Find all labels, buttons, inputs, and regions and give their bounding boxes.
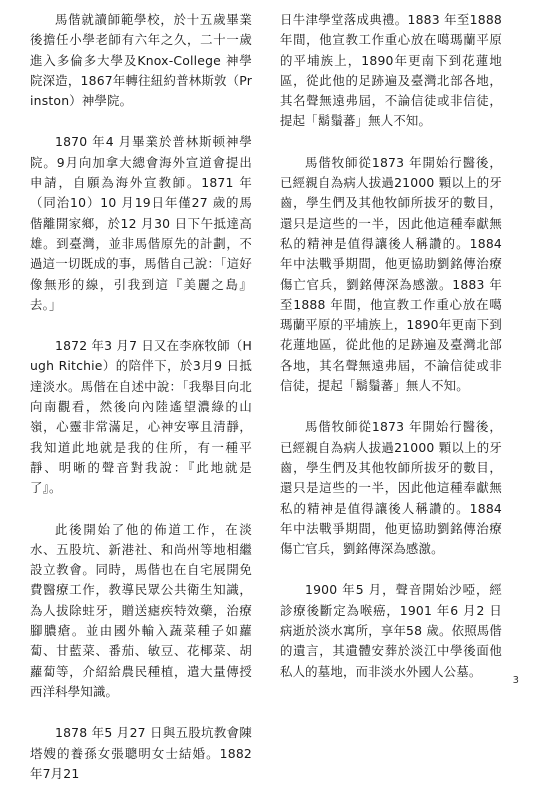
right-column xyxy=(280,10,502,703)
page-number: 3 xyxy=(512,675,519,686)
paragraph-marriage: 1878 年5 月27 日與五股坑教會陳塔嫂的養孫女張聰明女士結婚。1882 年7月21 xyxy=(30,725,252,781)
paragraph-continuation: 日牛津學堂落成典禮。1883 年至1888 年間，他宣教工作重心放在噶瑪蘭平原的平埔族上，1890年更南下到花蓮地區，從此他的足跡遍及臺灣北部各地，其名聲無遠弗屆，不論信徒或非信徒，提起「鬍鬚蕃」無人不知。 xyxy=(280,12,502,129)
paragraph-death: 1900 年5 月，聲音開始沙啞，經診療後斷定為喉癌，1901 年6 月2 日病逝於淡水寓所，享年58 歲。依照馬偕的遺言，其遺體安葬於淡江中學後面他私人的墓地，而非淡水外國人公墓。 xyxy=(280,582,502,679)
paragraph-medical-work-repeat: 馬偕牧師從1873 年開始行醫後，已經親自為病人拔過21000 顆以上的牙齒，學生們及其他牧師所拔牙的數目，還只是這些的一半，因此他這種奉獻無私的精神是值得讓後人稱讚的。1884 年中法戰爭期間，他更協助劉銘傳治療傷亡官兵，劉銘傳深為感激。 xyxy=(280,419,502,557)
paragraph-arrival-formosa: 1870 年4 月畢業於普林斯顿神學院。9月向加拿大總會海外宣道會提出申請，自願為海外宣教師。1871 年（同治10）10 月19日年僅27 歲的馬偕離開家鄉，於12 月30 日下午抵達高雄。到臺灣，並非馬偕原先的計劃，不過這一切既成的事，馬偕自己說：「這好像無形的線，引我到這『美麗之島』去。」 xyxy=(30,134,252,312)
paragraph-missionary-work: 此後開始了他的佈道工作，在淡水、五股坑、新港社、和尚州等地相繼設立教會。同時，馬偕也在自宅展開免費醫療工作，教導民眾公共衛生知識，為人拔除蛀牙，贈送瘧疾特效藥，治療腳膿瘡。並由國外輸入蔬菜種子如蘿蔔、甘藍菜、番茄、敏豆、花椰菜、胡蘿蔔等，介紹給農民種植，遣大量傳授西洋科學知識。 xyxy=(30,521,252,699)
paragraph-arrival-tamsui: 1872 年3 月7 日又在李庥牧師（Hugh Ritchie）的陪伴下，於3月9 日抵達淡水。馬偕在自述中說：「我舉目向北向南觀看，然後向內陸遙望濃綠的山嶺，心靈非常滿足，心神安寧且清靜，我知道此地就是我的住所，有一種平靜、明晰的聲音對我說：『此地就是了』。 xyxy=(30,338,252,496)
paragraph-medical-work: 馬偕牧師從1873 年開始行醫後，已經親自為病人拔過21000 顆以上的牙齒，學生們及其他牧師所拔牙的數目，還只是這些的一半，因此他這種奉獻無私的精神是值得讓後人稱讚的。1884 年中法戰爭期間，他更協助劉銘傳治療傷亡官兵，劉銘傳深為感激。1883 年至1888 年間，他宣教工作重心放在噶瑪蘭平原的平埔族上，1890年更南下到花蓮地區，從此他的足跡遍及臺灣北部各地，其名聲無遠弗屆，不論信徒或非信徒，提起「鬍鬚蕃」無人不知。 xyxy=(280,154,502,394)
paragraph-education: 馬偕就讀師範學校，於十五歲畢業後擔任小學老師有六年之久，二十一歲進入多倫多大學及Knox-College 神學院深造，1867年轉往紐約普林斯敦（Prinston）神學院。 xyxy=(30,12,252,109)
left-column xyxy=(30,10,252,805)
